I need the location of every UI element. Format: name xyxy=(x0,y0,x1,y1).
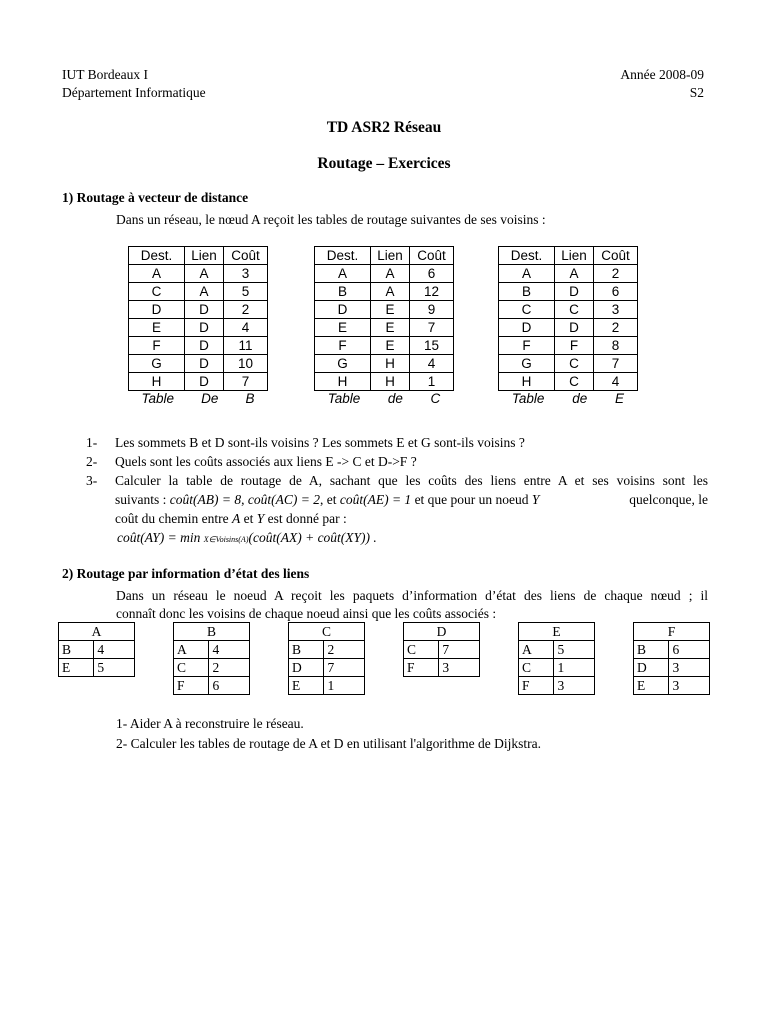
table-row xyxy=(519,641,595,659)
caption-word: E xyxy=(615,391,625,406)
table-cell: 3 xyxy=(594,301,638,319)
neighbor-cell: C xyxy=(404,641,439,659)
table-row xyxy=(129,337,268,355)
table-header-row xyxy=(499,247,638,265)
table-row xyxy=(129,265,268,283)
table-cell: D xyxy=(185,337,224,355)
caption-word: Table xyxy=(141,391,175,406)
table-cell: D xyxy=(185,319,224,337)
table-cell: 7 xyxy=(594,355,638,373)
table-cell: H xyxy=(129,373,185,391)
table-row xyxy=(499,337,638,355)
table-row xyxy=(634,659,710,677)
table-cell: A xyxy=(371,265,410,283)
table-cell: E xyxy=(371,319,410,337)
cost-cell: 4 xyxy=(94,641,135,659)
table-row xyxy=(289,659,365,677)
cost-cell: 1 xyxy=(554,659,595,677)
formula: coût(AY) = min X∈Voisins(A)(coût(AX) + coût(XY)) . xyxy=(117,530,377,545)
table-row xyxy=(315,337,454,355)
table-row xyxy=(174,659,250,677)
table-header-row xyxy=(129,247,268,265)
table-cell: D xyxy=(555,283,594,301)
section1-heading: 1) Routage à vecteur de distance xyxy=(62,190,249,205)
neighbor-cell: D xyxy=(634,659,669,677)
table-cell: A xyxy=(499,265,555,283)
table-cell: G xyxy=(315,355,371,373)
link-state-table-e xyxy=(518,622,595,695)
table-cell: 12 xyxy=(410,283,454,301)
routing-table-grid xyxy=(314,246,454,391)
table-cell: C xyxy=(555,373,594,391)
link-state-table-f xyxy=(633,622,710,695)
cost-cell: 7 xyxy=(439,641,480,659)
table-caption xyxy=(128,391,268,406)
table-cell: H xyxy=(315,373,371,391)
routing-table-grid xyxy=(128,246,268,391)
table-row xyxy=(519,677,595,695)
link-state-table-b xyxy=(173,622,250,695)
table-cell: H xyxy=(371,373,410,391)
table-row xyxy=(499,265,638,283)
table-row xyxy=(315,373,454,391)
table-cell: 2 xyxy=(224,301,268,319)
table-row xyxy=(59,641,135,659)
table-cell: H xyxy=(371,355,410,373)
section2-questions xyxy=(116,714,541,754)
table-cell: 7 xyxy=(410,319,454,337)
table-cell: 6 xyxy=(594,283,638,301)
table-cell: 3 xyxy=(224,265,268,283)
table-cell: B xyxy=(499,283,555,301)
caption-word: Table xyxy=(327,391,361,406)
table-cell: G xyxy=(499,355,555,373)
cost-cell: 7 xyxy=(324,659,365,677)
column-header: Coût xyxy=(594,247,638,265)
cost-cell: 3 xyxy=(669,659,710,677)
cost-cell: 6 xyxy=(669,641,710,659)
node-name: E xyxy=(519,623,595,641)
table-cell: D xyxy=(185,355,224,373)
table-row xyxy=(315,283,454,301)
table-cell: A xyxy=(185,265,224,283)
page-subtitle: Routage – Exercices xyxy=(317,155,451,172)
table-cell: A xyxy=(185,283,224,301)
neighbor-cell: B xyxy=(289,641,324,659)
link-state-table-c xyxy=(288,622,365,695)
table-cell: E xyxy=(371,301,410,319)
table-row xyxy=(315,355,454,373)
academic-year: Année 2008-09 xyxy=(620,67,704,82)
cost-cell: 2 xyxy=(324,641,365,659)
neighbor-cell: E xyxy=(59,659,94,677)
table-row xyxy=(174,677,250,695)
department: Département Informatique xyxy=(62,85,206,100)
semester: S2 xyxy=(689,85,704,100)
table-cell: 10 xyxy=(224,355,268,373)
table-cell: 7 xyxy=(224,373,268,391)
table-cell: D xyxy=(499,319,555,337)
table-row xyxy=(404,641,480,659)
table-row xyxy=(315,265,454,283)
column-header: Lien xyxy=(185,247,224,265)
table-cell: 2 xyxy=(594,319,638,337)
table-header-row xyxy=(404,623,480,641)
cost-cell: 3 xyxy=(669,677,710,695)
section2-heading: 2) Routage par information d’état des liens xyxy=(62,566,310,581)
table-row xyxy=(404,659,480,677)
table-header-row xyxy=(315,247,454,265)
link-state-table-a xyxy=(58,622,135,677)
table-row xyxy=(634,641,710,659)
neighbor-cell: D xyxy=(289,659,324,677)
table-cell: D xyxy=(185,373,224,391)
table-cell: 15 xyxy=(410,337,454,355)
question-3-line3: coût du chemin entre A et Y est donné par : xyxy=(115,511,347,526)
table-row xyxy=(634,677,710,695)
routing-table xyxy=(128,246,268,406)
neighbor-cell: B xyxy=(59,641,94,659)
table-row xyxy=(174,641,250,659)
table-cell: A xyxy=(315,265,371,283)
caption-word: de xyxy=(572,391,588,406)
table-row xyxy=(59,659,135,677)
table-row xyxy=(129,355,268,373)
table-row xyxy=(499,319,638,337)
table-header-row xyxy=(289,623,365,641)
table-cell: A xyxy=(555,265,594,283)
table-row xyxy=(519,659,595,677)
table-caption xyxy=(314,391,454,406)
table-row xyxy=(499,283,638,301)
table-cell: 4 xyxy=(224,319,268,337)
neighbor-cell: B xyxy=(634,641,669,659)
header-right xyxy=(620,66,704,102)
table-cell: E xyxy=(371,337,410,355)
table-cell: 4 xyxy=(594,373,638,391)
table-cell: 2 xyxy=(594,265,638,283)
table-cell: B xyxy=(315,283,371,301)
table-cell: 9 xyxy=(410,301,454,319)
section2-intro: Dans un réseau le noeud A reçoit les paquets d’information d’état des liens de chaque nœud ; il connaît donc les voisins de chaque noeud ainsi que les coûts associés : xyxy=(116,588,708,621)
question-3-line2: suivants : coût(AB) = 8, coût(AC) = 2, et coût(AE) = 1 et que pour un noeud Y quelconque, le xyxy=(115,492,708,507)
table-cell: D xyxy=(185,301,224,319)
caption-word: de xyxy=(387,391,403,406)
table-cell: E xyxy=(315,319,371,337)
link-state-table-d xyxy=(403,622,480,677)
table-row xyxy=(129,373,268,391)
table-cell: 5 xyxy=(224,283,268,301)
cost-cell: 5 xyxy=(554,641,595,659)
question-3: 3- Calculer la table de routage de A, sachant que les coûts des liens entre A et ses voisins sont les suivants : coût(AB) = 8, coût(AC) = 2, et coût(AE) = 1 et que pour un noeud Y quelconque, le coût du chemin entre A et Y est donné par : coût(AY) = min X∈Voisins(A)(coût(AX) + coût(XY)) . xyxy=(86,471,708,549)
caption-word: Table xyxy=(511,391,545,406)
node-name: C xyxy=(289,623,365,641)
table-row xyxy=(499,355,638,373)
node-name: F xyxy=(634,623,710,641)
table-cell: G xyxy=(129,355,185,373)
table-header-row xyxy=(519,623,595,641)
table-cell: E xyxy=(129,319,185,337)
neighbor-cell: F xyxy=(174,677,209,695)
routing-table xyxy=(314,246,454,406)
caption-word: De xyxy=(201,391,219,406)
section1-questions xyxy=(86,433,708,549)
table-row xyxy=(315,301,454,319)
table-cell: F xyxy=(555,337,594,355)
table-cell: 4 xyxy=(410,355,454,373)
routing-table xyxy=(498,246,638,406)
section1-intro: Dans un réseau, le nœud A reçoit les tables de routage suivantes de ses voisins : xyxy=(116,212,546,227)
section2-question-1: 1- Aider A à reconstruire le réseau. xyxy=(116,716,304,731)
section2-question-2: 2- Calculer les tables de routage de A et D en utilisant l'algorithme de Dijkstra. xyxy=(116,736,541,751)
table-row xyxy=(289,641,365,659)
table-cell: D xyxy=(555,319,594,337)
neighbor-cell: C xyxy=(519,659,554,677)
neighbor-cell: C xyxy=(174,659,209,677)
table-cell: C xyxy=(129,283,185,301)
table-cell: A xyxy=(129,265,185,283)
neighbor-cell: E xyxy=(289,677,324,695)
node-name: D xyxy=(404,623,480,641)
caption-word: C xyxy=(430,391,441,406)
page-title: TD ASR2 Réseau xyxy=(326,119,442,136)
table-cell: A xyxy=(371,283,410,301)
table-cell: C xyxy=(555,301,594,319)
cost-cell: 6 xyxy=(209,677,250,695)
table-cell: 6 xyxy=(410,265,454,283)
routing-table-grid xyxy=(498,246,638,391)
table-cell: C xyxy=(499,301,555,319)
table-header-row xyxy=(174,623,250,641)
column-header: Coût xyxy=(224,247,268,265)
table-cell: 8 xyxy=(594,337,638,355)
table-cell: 11 xyxy=(224,337,268,355)
column-header: Coût xyxy=(410,247,454,265)
table-cell: 1 xyxy=(410,373,454,391)
table-header-row xyxy=(59,623,135,641)
header-left xyxy=(62,66,206,102)
column-header: Dest. xyxy=(499,247,555,265)
table-cell: F xyxy=(129,337,185,355)
cost-cell: 1 xyxy=(324,677,365,695)
table-row xyxy=(289,677,365,695)
neighbor-cell: A xyxy=(519,641,554,659)
cost-cell: 3 xyxy=(554,677,595,695)
table-cell: F xyxy=(499,337,555,355)
question-1: 1- Les sommets B et D sont-ils voisins ? Les sommets E et G sont-ils voisins ? xyxy=(86,435,525,450)
institution: IUT Bordeaux I xyxy=(62,67,148,82)
question-2: 2- Quels sont les coûts associés aux liens E -> C et D->F ? xyxy=(86,454,417,469)
cost-cell: 2 xyxy=(209,659,250,677)
table-cell: D xyxy=(315,301,371,319)
table-cell: H xyxy=(499,373,555,391)
table-cell: C xyxy=(555,355,594,373)
cost-cell: 5 xyxy=(94,659,135,677)
column-header: Dest. xyxy=(315,247,371,265)
neighbor-cell: A xyxy=(174,641,209,659)
table-cell: F xyxy=(315,337,371,355)
neighbor-cell: F xyxy=(404,659,439,677)
table-row xyxy=(129,319,268,337)
neighbor-cell: E xyxy=(634,677,669,695)
table-row xyxy=(499,373,638,391)
cost-cell: 3 xyxy=(439,659,480,677)
table-cell: D xyxy=(129,301,185,319)
table-row xyxy=(129,301,268,319)
table-row xyxy=(315,319,454,337)
cost-cell: 4 xyxy=(209,641,250,659)
table-header-row xyxy=(634,623,710,641)
table-row xyxy=(499,301,638,319)
node-name: B xyxy=(174,623,250,641)
column-header: Lien xyxy=(555,247,594,265)
node-name: A xyxy=(59,623,135,641)
column-header: Lien xyxy=(371,247,410,265)
table-row xyxy=(129,283,268,301)
caption-word: B xyxy=(245,391,255,406)
column-header: Dest. xyxy=(129,247,185,265)
table-caption xyxy=(498,391,638,406)
neighbor-cell: F xyxy=(519,677,554,695)
